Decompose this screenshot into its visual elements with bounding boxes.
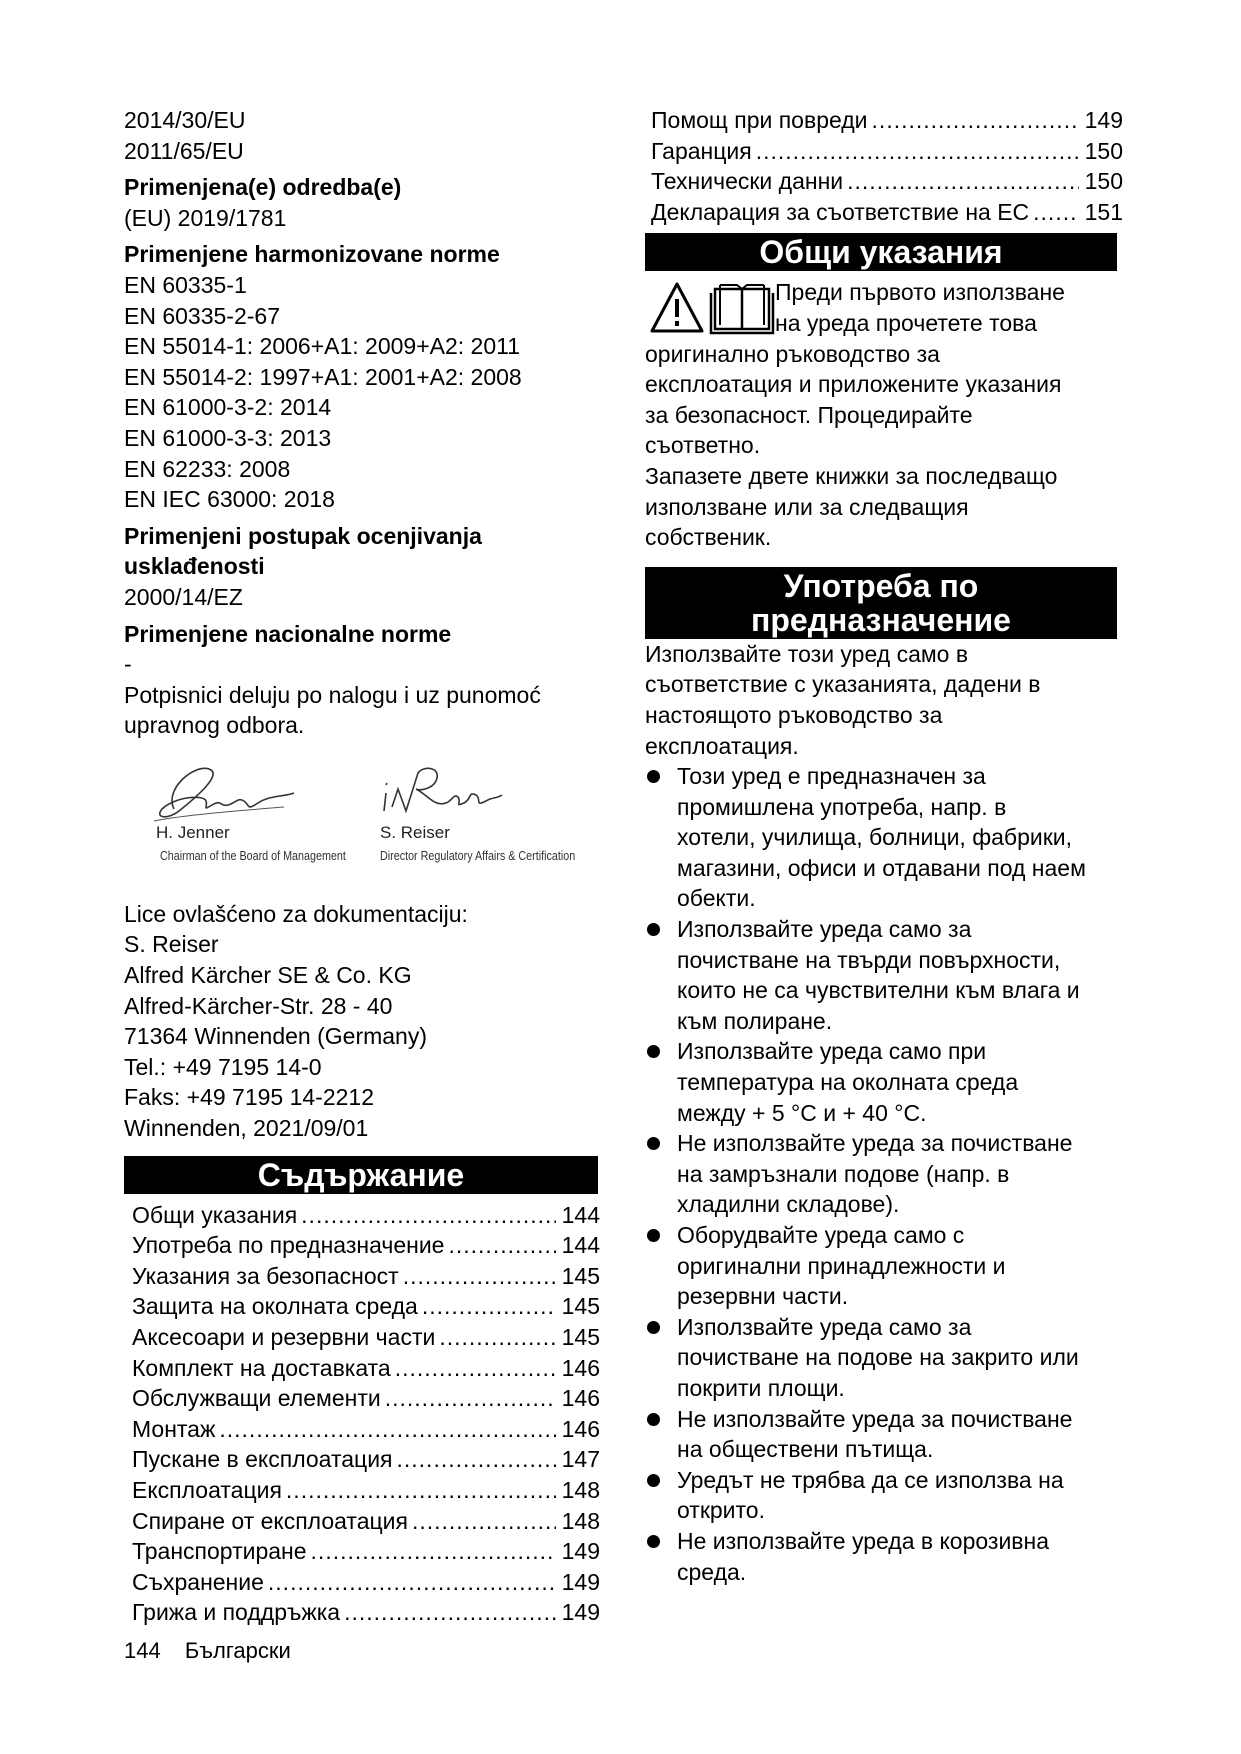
toc-entry-page: 149 xyxy=(561,1599,600,1626)
national-norms-heading: Primenjene nacionalne norme xyxy=(124,620,452,647)
list-item-line: оригинални принадлежности и xyxy=(677,1252,1006,1279)
toc-entry-label: Пускане в експлоатация xyxy=(132,1446,393,1473)
toc-entry-page: 148 xyxy=(561,1507,600,1534)
toc-leader-dots xyxy=(847,166,1079,197)
contact-line: Alfred-Kärcher-Str. 28 - 40 xyxy=(124,992,393,1019)
general-text-line: експлоатация и приложените указания xyxy=(645,371,1062,398)
toc-entry xyxy=(132,1414,600,1445)
toc-entry-page: 150 xyxy=(1084,137,1123,164)
warning-text-line: на уреда прочетете това xyxy=(775,309,1037,336)
bullet-icon xyxy=(647,1045,660,1058)
page-number: 144 xyxy=(124,1638,161,1663)
toc-leader-dots xyxy=(756,136,1079,167)
directive-line: 2014/30/EU xyxy=(124,107,246,133)
standard-line: EN 55014-2: 1997+A1: 2001+A2: 2008 xyxy=(124,363,522,390)
page-footer xyxy=(124,1637,309,1665)
toc-entry xyxy=(132,1536,600,1567)
standard-line: EN 61000-3-3: 2013 xyxy=(124,424,332,451)
standard-line: EN 62233: 2008 xyxy=(124,455,291,482)
toc-leader-dots xyxy=(311,1536,556,1567)
contact-line: Faks: +49 7195 14-2212 xyxy=(124,1084,374,1111)
list-item-line: почистване на твърди повърхности, xyxy=(677,946,1061,973)
table-of-contents xyxy=(124,1200,600,1628)
warning-triangle-icon xyxy=(652,284,702,331)
contact-line: Lice ovlašćeno za dokumentaciju: xyxy=(124,900,468,927)
list-item-line: обекти. xyxy=(677,885,756,912)
toc-entry-label: Декларация за съответствие на ЕС xyxy=(651,198,1030,225)
list-item-line: Не използвайте уреда за почистване xyxy=(677,1130,1073,1157)
toc-entry-label: Комплект на доставката xyxy=(132,1354,391,1381)
toc-leader-dots xyxy=(268,1567,556,1598)
list-item-line: резервни части. xyxy=(677,1283,849,1310)
bullet-icon xyxy=(647,1229,660,1242)
standard-line: EN 60335-1 xyxy=(124,271,247,298)
toc-entry xyxy=(645,105,1135,136)
toc-entry-page: 147 xyxy=(561,1446,600,1473)
list-item-line: хотели, училища, болници, фабрики, xyxy=(677,824,1073,851)
list-item-line: Не използвайте уреда в корозивна xyxy=(677,1527,1050,1554)
list-item-line: които не са чувствителни към влага и xyxy=(677,977,1080,1004)
signature-name: H. Jenner xyxy=(156,822,230,842)
toc-leader-dots xyxy=(1033,197,1079,228)
toc-entry-page: 146 xyxy=(561,1354,600,1381)
toc-entry-label: Монтаж xyxy=(132,1415,216,1442)
toc-leader-dots xyxy=(385,1383,556,1414)
standard-line: EN IEC 63000: 2018 xyxy=(124,486,335,513)
signature-name: S. Reiser xyxy=(380,822,450,842)
bullet-icon xyxy=(647,1413,660,1426)
toc-entry-page: 144 xyxy=(561,1232,600,1259)
general-notes-title: Общи указания xyxy=(645,233,1117,271)
list-item xyxy=(645,1220,1135,1312)
toc-entry-label: Употреба по предназначение xyxy=(132,1232,445,1259)
list-item-line: Оборудвайте уреда само с xyxy=(677,1222,965,1248)
contact-line: S. Reiser xyxy=(124,931,219,958)
general-text-line: използване или за следващия xyxy=(645,493,969,520)
list-item-line: към полиране. xyxy=(677,1007,833,1034)
national-norms-value: - xyxy=(124,651,132,678)
list-item-line: Използвайте уреда само за xyxy=(677,1313,972,1340)
toc-entry-label: Защита на околната среда xyxy=(132,1293,418,1320)
list-item xyxy=(645,1312,1135,1404)
toc-entry xyxy=(132,1567,600,1598)
procedure-heading-line: Primenjeni postupak ocenjivanja xyxy=(124,522,482,549)
table-of-contents-continued xyxy=(645,105,1135,227)
standards-heading: Primenjene harmonizovane norme xyxy=(124,241,500,268)
signature-jenner xyxy=(134,759,346,863)
signatories-note: upravnog odbora. xyxy=(124,712,305,739)
signature-jenner-scribble xyxy=(134,759,304,825)
list-item xyxy=(645,1465,1135,1526)
general-text-line: собственик. xyxy=(645,524,772,551)
regulation-line: (EU) 2019/1781 xyxy=(124,204,287,231)
toc-title: Съдържание xyxy=(124,1156,598,1194)
toc-entry-page: 144 xyxy=(561,1201,600,1228)
intended-use-list xyxy=(645,761,1135,1587)
standard-line: EN 61000-3-2: 2014 xyxy=(124,394,332,421)
list-item-line: почистване на подове на закрито или xyxy=(677,1344,1079,1371)
list-item xyxy=(645,1128,1135,1220)
list-item-line: на обществени пътища. xyxy=(677,1436,934,1463)
toc-entry-page: 149 xyxy=(561,1538,600,1565)
directive-line: 2011/65/EU xyxy=(124,137,244,164)
toc-entry-label: Аксесоари и резервни части xyxy=(132,1324,436,1350)
list-item-line: хладилни складове). xyxy=(677,1191,900,1218)
toc-leader-dots xyxy=(403,1261,556,1292)
list-item-line: покрити площи. xyxy=(677,1374,845,1401)
list-item-line: среда. xyxy=(677,1558,747,1585)
list-item-line: промишлена употреба, напр. в xyxy=(677,793,1007,820)
toc-entry-page: 149 xyxy=(561,1568,600,1595)
toc-leader-dots xyxy=(286,1475,556,1506)
contact-line: Alfred Kärcher SE & Co. KG xyxy=(124,962,412,989)
toc-leader-dots xyxy=(397,1444,557,1475)
general-text-line: оригинално ръководство за xyxy=(645,340,940,367)
list-item xyxy=(645,761,1135,914)
toc-leader-dots xyxy=(439,1322,556,1353)
toc-entry xyxy=(645,197,1135,228)
toc-entry-label: Указания за безопасност xyxy=(132,1262,399,1289)
toc-entry xyxy=(132,1383,600,1414)
toc-entry-label: Спиране от експлоатация xyxy=(132,1507,408,1534)
left-column xyxy=(124,105,600,1628)
bullet-icon xyxy=(647,1535,660,1548)
list-item-line: Използвайте уреда само при xyxy=(677,1038,987,1065)
toc-entry xyxy=(132,1322,600,1353)
signature-reiser-scribble xyxy=(376,759,526,825)
toc-entry xyxy=(132,1506,600,1537)
toc-leader-dots xyxy=(344,1597,556,1628)
bullet-icon xyxy=(647,1137,660,1150)
footer-language: Български xyxy=(184,1638,291,1663)
procedure-heading xyxy=(124,521,600,582)
list-item-line: на замръзнали подове (напр. в xyxy=(677,1160,1010,1187)
toc-entry-label: Грижа и поддръжка xyxy=(132,1599,341,1626)
intended-use-intro xyxy=(645,639,1135,761)
toc-entry-label: Съхранение xyxy=(132,1568,264,1595)
manual-book-icon xyxy=(711,285,773,333)
standard-line: EN 60335-2-67 xyxy=(124,302,280,329)
toc-entry-label: Гаранция xyxy=(651,137,752,164)
list-item-line: температура на околната среда xyxy=(677,1069,1019,1096)
list-item-line: Този уред е предназначен за xyxy=(677,763,986,790)
list-item xyxy=(645,1036,1135,1128)
toc-leader-dots xyxy=(301,1200,556,1231)
toc-leader-dots xyxy=(422,1291,556,1322)
toc-entry-page: 145 xyxy=(561,1293,600,1320)
toc-leader-dots xyxy=(448,1230,556,1261)
toc-leader-dots xyxy=(395,1353,556,1384)
contact-line: Winnenden, 2021/09/01 xyxy=(124,1115,369,1142)
intended-use-title xyxy=(645,567,1117,639)
signatories-note: Potpisnici deluju po nalogu i uz punomoć xyxy=(124,681,541,708)
contact-block xyxy=(124,899,600,1144)
list-item xyxy=(645,1526,1135,1587)
toc-entry-page: 146 xyxy=(561,1415,600,1442)
general-text-line: съответно. xyxy=(645,432,761,459)
toc-entry xyxy=(132,1261,600,1292)
toc-entry-label: Обслужващи елементи xyxy=(132,1385,381,1412)
contact-line: Tel.: +49 7195 14-0 xyxy=(124,1053,322,1080)
signatures xyxy=(124,759,600,899)
procedure-line: 2000/14/EZ xyxy=(124,583,243,610)
signature-role: Director Regulatory Affairs & Certification xyxy=(380,848,576,863)
toc-leader-dots xyxy=(412,1506,556,1537)
intended-use-title-line: предназначение xyxy=(751,601,1011,638)
toc-entry xyxy=(645,166,1135,197)
signature-reiser xyxy=(376,759,606,863)
intro-line: настоящото ръководство за xyxy=(645,701,943,728)
list-item-line: магазини, офиси и отдавани под наем xyxy=(677,854,1086,881)
toc-entry-page: 150 xyxy=(1084,168,1123,195)
warning-manual-icons xyxy=(649,281,779,335)
bullet-icon xyxy=(647,923,660,936)
general-text-line: за безопасност. Процедирайте xyxy=(645,401,973,428)
list-item xyxy=(645,914,1135,1036)
list-item-line: между + 5 °C и + 40 °C. xyxy=(677,1099,927,1126)
toc-entry-label: Помощ при повреди xyxy=(651,107,868,133)
toc-entry xyxy=(645,136,1135,167)
toc-entry-page: 145 xyxy=(561,1262,600,1289)
toc-entry-label: Общи указания xyxy=(132,1201,298,1228)
bullet-icon xyxy=(647,1321,660,1334)
toc-entry xyxy=(132,1230,600,1261)
procedure-heading-line: usklađenosti xyxy=(124,553,265,580)
toc-entry-label: Технически данни xyxy=(651,168,844,195)
signature-role: Chairman of the Board of Management xyxy=(160,848,346,863)
toc-entry-page: 149 xyxy=(1084,107,1123,133)
bullet-icon xyxy=(647,1474,660,1487)
bullet-icon xyxy=(647,770,660,783)
warning-text-line: Преди първото използване xyxy=(775,279,1065,306)
toc-entry-label: Транспортиране xyxy=(132,1538,307,1565)
intro-line: експлоатация. xyxy=(645,732,799,759)
intended-use-title-line: Употреба по xyxy=(783,567,979,604)
toc-leader-dots xyxy=(219,1414,556,1445)
general-notes-warning xyxy=(645,277,1135,552)
intro-line: Използвайте този уред само в xyxy=(645,640,969,667)
toc-entry-page: 148 xyxy=(561,1476,600,1503)
toc-entry xyxy=(132,1353,600,1384)
list-item xyxy=(645,1404,1135,1465)
regulations-heading: Primenjena(e) odredba(e) xyxy=(124,174,402,201)
toc-entry xyxy=(132,1291,600,1322)
toc-entry-label: Експлоатация xyxy=(132,1476,282,1503)
toc-entry-page: 146 xyxy=(561,1385,600,1412)
toc-entry xyxy=(132,1597,600,1628)
toc-entry xyxy=(132,1444,600,1475)
toc-entry-page: 151 xyxy=(1084,198,1123,225)
list-item-line: Не използвайте уреда за почистване xyxy=(677,1405,1073,1432)
toc-entry xyxy=(132,1475,600,1506)
contact-line: 71364 Winnenden (Germany) xyxy=(124,1023,427,1050)
toc-leader-dots xyxy=(872,105,1079,136)
intro-line: съответствие с указанията, дадени в xyxy=(645,671,1041,698)
list-item-line: открито. xyxy=(677,1497,765,1524)
list-item-line: Използвайте уреда само за xyxy=(677,916,972,943)
list-item-line: Уредът не трябва да се използва на xyxy=(677,1466,1064,1493)
toc-entry-page: 145 xyxy=(561,1324,600,1350)
general-text-line: Запазете двете книжки за последващо xyxy=(645,462,1058,489)
toc-entry xyxy=(132,1200,600,1231)
standard-line: EN 55014-1: 2006+A1: 2009+A2: 2011 xyxy=(124,333,521,360)
right-column xyxy=(645,105,1135,1587)
